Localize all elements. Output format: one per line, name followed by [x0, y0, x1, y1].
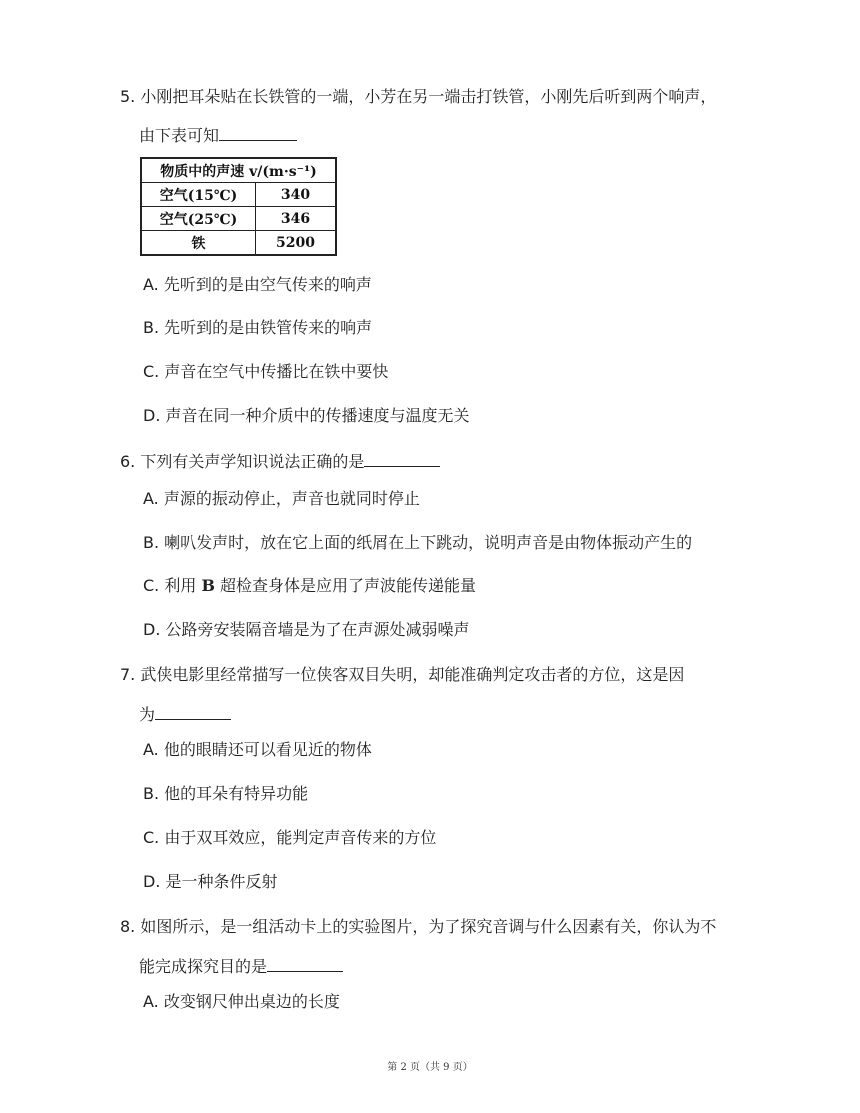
q6-option-c-b: B: [201, 576, 215, 595]
q6-stem-text: 6. 下列有关声学知识说法正确的是: [120, 452, 365, 471]
q6-option-d: D. 公路旁安装隔音墙是为了在声源处减弱噪声: [143, 620, 470, 639]
q7-stem-line2: [139, 703, 231, 726]
page-footer: 第 2 页（共 9 页）: [387, 1062, 473, 1073]
q8-stem-line1: 8. 如图所示，是一组活动卡上的实验图片，为了探究音调与什么因素有关，你认为不: [120, 917, 717, 936]
answer-blank: [219, 124, 297, 141]
q7-option-d: D. 是一种条件反射: [143, 872, 278, 891]
q6-option-c: [143, 575, 476, 597]
q6-option-b: B. 喇叭发声时，放在它上面的纸屑在上下跳动，说明声音是由物体振动产生的: [143, 533, 693, 552]
q8-stem-text: 能完成探究目的是: [139, 957, 268, 976]
q7-option-b: B. 他的耳朵有特异功能: [143, 784, 309, 803]
answer-blank: [155, 703, 231, 720]
q5-option-a: A. 先听到的是由空气传来的响声: [143, 275, 372, 294]
q8-option-a: A. 改变钢尺伸出桌边的长度: [143, 992, 340, 1011]
q5-option-c: C. 声音在空气中传播比在铁中要快: [143, 362, 389, 381]
table-cell-medium: 空气(15℃): [141, 183, 256, 207]
table-row: [141, 207, 336, 231]
q7-option-a: A. 他的眼睛还可以看见近的物体: [143, 740, 372, 759]
table-cell-speed: 346: [256, 207, 337, 231]
table-cell-speed: 340: [256, 183, 337, 207]
q5-stem-line1: 5. 小刚把耳朵贴在长铁管的一端，小芳在另一端击打铁管，小刚先后听到两个响声，: [120, 87, 717, 106]
q5-option-d: D. 声音在同一种介质中的传播速度与温度无关: [143, 406, 470, 425]
table-cell-medium: 空气(25℃): [141, 207, 256, 231]
q7-stem-text: 为: [139, 705, 156, 724]
q7-stem-line1: 7. 武侠电影里经常描写一位侠客双目失明，却能准确判定攻击者的方位，这是因: [120, 665, 685, 684]
q5-option-b: B. 先听到的是由铁管传来的响声: [143, 318, 373, 337]
table-cell-speed: 5200: [256, 231, 337, 256]
table-cell-medium: 铁: [141, 231, 256, 256]
answer-blank: [364, 450, 440, 467]
q5-stem-line2: [139, 124, 297, 147]
q8-stem-line2: [139, 955, 343, 978]
q6-option-a: A. 声源的振动停止，声音也就同时停止: [143, 489, 420, 508]
q6-option-c-pre: C. 利用: [143, 576, 202, 595]
q6-option-c-post: 超检查身体是应用了声波能传递能量: [214, 576, 477, 595]
q7-option-c: C. 由于双耳效应，能判定声音传来的方位: [143, 828, 437, 847]
table-row: [141, 231, 336, 256]
table-header-row: [141, 158, 336, 183]
table-row: [141, 183, 336, 207]
q6-stem: [120, 450, 440, 473]
q5-stem-text: 由下表可知: [139, 126, 220, 145]
answer-blank: [267, 955, 343, 972]
sound-speed-table: [140, 157, 337, 256]
table-header: 物质中的声速 v/(m·s⁻¹): [141, 158, 336, 183]
